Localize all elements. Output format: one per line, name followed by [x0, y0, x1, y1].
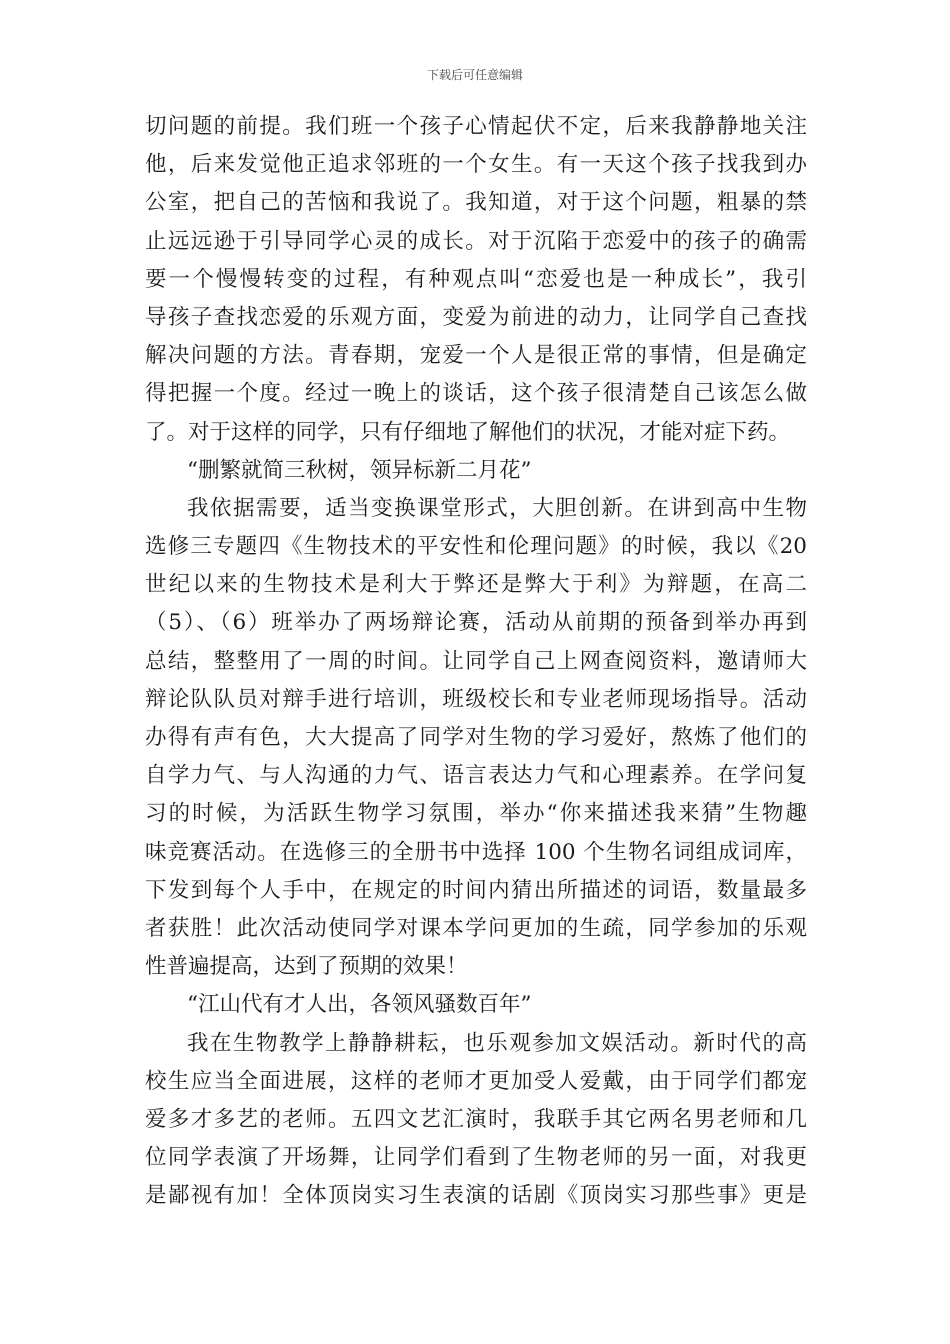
- text-line: 习的时候，为活跃生物学习氛围，举办“你来描述我来猜”生物趣: [145, 801, 807, 827]
- text-line: 要一个慢慢转变的过程，有种观点叫“恋爱也是一种成长”，我引: [145, 266, 807, 292]
- text-line: （5）、（6）班举办了两场辩论赛，活动从前期的预备到举办再到: [145, 610, 807, 636]
- text-line: 止远远逊于引导同学心灵的成长。对于沉陷于恋爱中的孩子的确需: [145, 228, 807, 254]
- text-line: 我在生物教学上静静耕耘，也乐观参加文娱活动。新时代的高: [187, 1030, 807, 1056]
- text-line: 我依据需要，适当变换课堂形式，大胆创新。在讲到高中生物: [187, 495, 807, 521]
- text-line: 世纪以来的生物技术是利大于弊还是弊大于利》为辩题，在高二: [145, 572, 807, 598]
- text-line: 性普遍提高，达到了预期的效果！: [145, 954, 468, 980]
- text-line: 校生应当全面进展，这样的老师才更加受人爱戴，由于同学们都宠: [145, 1068, 807, 1094]
- text-line: 他，后来发觉他正追求邻班的一个女生。有一天这个孩子找我到办: [145, 152, 807, 178]
- text-line: 下发到每个人手中，在规定的时间内猜出所描述的词语，数量最多: [145, 877, 807, 903]
- text-line: 位同学表演了开场舞，让同学们看到了生物老师的另一面，对我更: [145, 1145, 807, 1171]
- text-line: 辩论队队员对辩手进行培训，班级校长和专业老师现场指导。活动: [145, 686, 807, 712]
- text-line: 味竞赛活动。在选修三的全册书中选择 100 个生物名词组成词库，: [145, 839, 807, 865]
- text-line: 解决问题的方法。青春期，宠爱一个人是很正常的事情，但是确定: [145, 343, 807, 369]
- document-body: [145, 108, 807, 1215]
- text-line: 选修三专题四《生物技术的平安性和伦理问题》的时候，我以《20: [145, 534, 807, 560]
- text-line: 导孩子查找恋爱的乐观方面，变爱为前进的动力，让同学自己查找: [145, 304, 807, 330]
- text-line: 办得有声有色，大大提高了同学对生物的学习爱好，熬炼了他们的: [145, 725, 807, 750]
- section-heading: “删繁就简三秋树，领异标新二月花”: [187, 457, 532, 483]
- text-line: 是鄙视有加！全体顶岗实习生表演的话剧《顶岗实习那些事》更是: [145, 1183, 807, 1209]
- text-line: 者获胜！此次活动使同学对课本学问更加的生疏，同学参加的乐观: [145, 915, 807, 941]
- text-line: 自学力气、与人沟通的力气、语言表达力气和心理素养。在学问复: [145, 763, 807, 789]
- text-line: 得把握一个度。经过一晚上的谈话，这个孩子很清楚自己该怎么做: [145, 381, 807, 407]
- text-line: 总结，整整用了一周的时间。让同学自己上网查阅资料，邀请师大: [145, 648, 807, 674]
- section-heading: “江山代有才人出，各领风骚数百年”: [187, 992, 532, 1018]
- text-line: 切问题的前提。我们班一个孩子心情起伏不定，后来我静静地关注: [145, 114, 807, 139]
- text-line: 了。对于这样的同学，只有仔细地了解他们的状况，才能对症下药。: [145, 419, 791, 445]
- text-line: 公室，把自己的苦恼和我说了。我知道，对于这个问题，粗暴的禁: [145, 190, 807, 216]
- page-header: 下载后可任意编辑: [426, 68, 523, 82]
- text-line: 爱多才多艺的老师。五四文艺汇演时，我联手其它两名男老师和几: [145, 1106, 807, 1132]
